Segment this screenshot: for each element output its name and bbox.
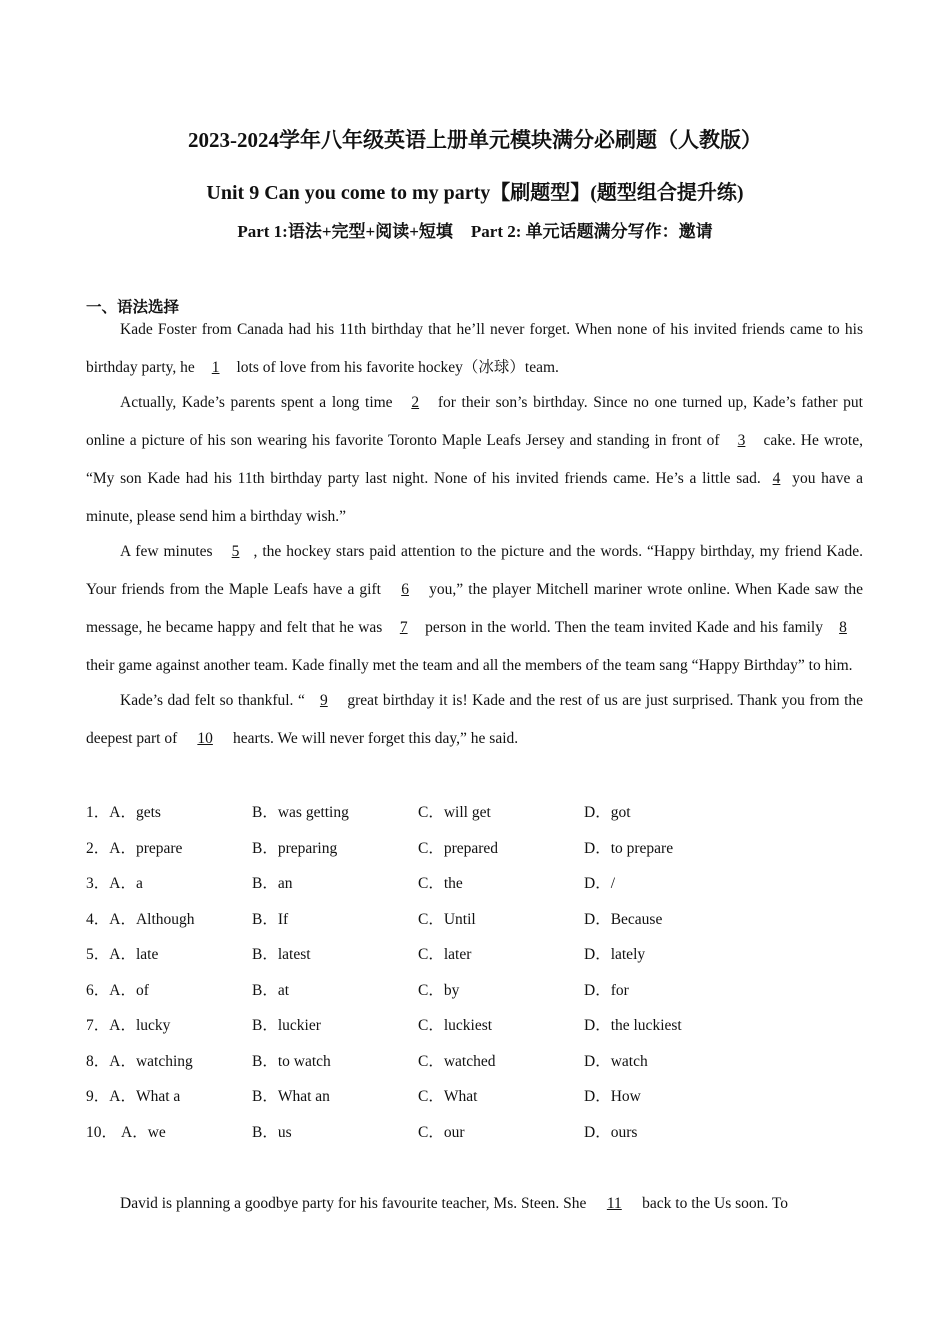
- paragraph-1: [86, 311, 863, 387]
- paragraph-text: you have a minute, please send him a birthday wish.”: [86, 470, 863, 525]
- option-b: B．an: [252, 875, 293, 892]
- question-number: 6．: [86, 981, 110, 999]
- option-a-text: A．prepare: [109, 839, 183, 857]
- question-number: 5．: [86, 946, 110, 963]
- question-number: 3．: [86, 875, 110, 892]
- paragraph-text: Kade’s dad felt so thankful. “: [120, 692, 305, 709]
- question-number: 9．: [86, 1088, 110, 1105]
- option-c: C．watched: [418, 1052, 496, 1070]
- option-a: [86, 1008, 170, 1044]
- option-a: [86, 1115, 166, 1151]
- question-row-10: [86, 1115, 863, 1151]
- blank-1: 1: [211, 359, 220, 376]
- document-parts: [0, 217, 950, 242]
- question-row-8: [86, 1044, 863, 1080]
- blank-6: 6: [401, 581, 409, 598]
- paragraph-5: [86, 1185, 863, 1223]
- paragraph-4: [86, 682, 863, 758]
- paragraph-text: cake. He wrote, “My son Kade had his 11th birthday party last night. None of his invited friends came. He’s a little sad.: [86, 432, 863, 487]
- document-title: 2023-2024学年八年级英语上册单元模块满分必刷题（人教版）: [188, 128, 762, 152]
- option-a: [86, 1044, 193, 1080]
- option-c: C．our: [418, 1123, 465, 1141]
- question-number: 7．: [86, 1017, 110, 1034]
- blank-3: 3: [737, 432, 746, 449]
- paragraph-2: [86, 384, 863, 536]
- paragraph-text: for their son’s birthday. Since no one turned up, Kade’s father put online a picture of his son wearing his favorite Toronto Maple Leafs Jersey and standing in front of: [86, 394, 863, 449]
- option-c: C．the: [418, 875, 463, 892]
- blank-8: 8: [839, 619, 847, 636]
- paragraph-text: Actually, Kade’s parents spent a long time: [120, 394, 399, 411]
- option-d: D．lately: [584, 946, 646, 963]
- blank-9: 9: [319, 692, 328, 709]
- paragraph-text: person in the world. Then the team invited Kade and his family: [420, 619, 823, 636]
- option-c: C．later: [418, 946, 472, 963]
- option-c: C．will get: [418, 804, 491, 821]
- option-a-text: A．a: [109, 875, 143, 892]
- paragraph-text: A few minutes: [120, 543, 218, 560]
- option-d: D．watch: [584, 1052, 648, 1070]
- option-c: C．prepared: [418, 839, 499, 857]
- question-row-5: [86, 937, 863, 973]
- option-b: B．latest: [252, 946, 311, 963]
- option-b: B．preparing: [252, 839, 338, 857]
- question-number: 8．: [86, 1052, 110, 1070]
- part2-label: Part 2: 单元话题满分写作：邀请: [470, 222, 713, 241]
- option-d: D．to prepare: [584, 839, 674, 857]
- options-list: [86, 795, 863, 1150]
- question-row-4: [86, 902, 863, 938]
- question-row-1: [86, 795, 863, 831]
- option-a: [86, 902, 195, 938]
- option-c: C．Until: [418, 910, 476, 928]
- option-a-text: A．we: [121, 1123, 166, 1141]
- option-b: B．to watch: [252, 1052, 331, 1070]
- option-d: D．Because: [584, 910, 663, 928]
- paragraph-text: , the hockey stars paid attention to the picture and the words. “Happy birthday, my friend Kade. Your friends from the Maple Leafs have a gift: [86, 543, 863, 598]
- blank-11: 11: [606, 1195, 622, 1212]
- paragraph-text: lots of love from his favorite hockey（冰球）team.: [232, 359, 559, 376]
- option-a: [86, 937, 158, 973]
- question-row-3: [86, 866, 863, 902]
- question-row-7: [86, 1008, 863, 1044]
- question-number: 10．: [86, 1123, 118, 1141]
- option-a: [86, 1079, 180, 1115]
- paragraph-text: back to the Us soon. To: [638, 1195, 789, 1212]
- option-a-text: A．What a: [109, 1088, 181, 1105]
- option-d: D．/: [584, 875, 616, 892]
- question-row-6: [86, 973, 863, 1009]
- option-c: C．luckiest: [418, 1017, 493, 1034]
- option-d: D．got: [584, 804, 631, 821]
- option-b: B．luckier: [252, 1017, 321, 1034]
- question-row-2: [86, 831, 863, 867]
- option-c: C．What: [418, 1088, 478, 1105]
- blank-10: 10: [197, 730, 213, 747]
- paragraph-text: you,” the player Mitchell mariner wrote online. When Kade saw the message, he became happy and felt that he was: [86, 581, 864, 636]
- passage: [86, 311, 863, 758]
- option-b: B．at: [252, 981, 290, 999]
- paragraph-text: hearts. We will never forget this day,” he said.: [229, 730, 519, 747]
- option-c: C．by: [418, 981, 460, 999]
- option-a: [86, 831, 182, 867]
- part1-label: Part 1:语法+完型+阅读+短填: [237, 222, 453, 241]
- option-a: [86, 973, 149, 1009]
- question-number: 1．: [86, 804, 110, 821]
- option-a-text: A．late: [109, 946, 159, 963]
- option-b: B．If: [252, 910, 289, 928]
- question-number: 2．: [86, 839, 110, 857]
- option-a: [86, 795, 161, 831]
- option-a-text: A．of: [109, 981, 149, 999]
- paragraph-3: [86, 533, 863, 685]
- paragraph-text: Kade Foster from Canada had his 11th birthday that he’ll never forget. When none of his invited friends came to his birthday party, he: [86, 321, 863, 376]
- option-a: [86, 866, 143, 902]
- section-heading: 一、语法选择: [86, 299, 180, 316]
- option-a-text: A．Although: [109, 910, 195, 928]
- document-subtitle: Unit 9 Can you come to my party【刷题型】(题型组合提升练): [206, 182, 744, 204]
- option-a-text: A．gets: [109, 804, 161, 821]
- option-d: D．for: [584, 981, 629, 999]
- option-b: B．was getting: [252, 804, 349, 821]
- paragraph-text: great birthday it is! Kade and the rest of us are just surprised. Thank you from the deepest part of: [86, 692, 864, 747]
- option-d: D．the luckiest: [584, 1017, 682, 1034]
- question-number: 4．: [86, 910, 110, 928]
- option-a-text: A．lucky: [109, 1017, 171, 1034]
- blank-5: 5: [231, 543, 240, 560]
- question-row-9: [86, 1079, 863, 1115]
- blank-2: 2: [411, 394, 420, 411]
- blank-7: 7: [399, 619, 408, 636]
- option-a-text: A．watching: [109, 1052, 193, 1070]
- paragraph-text: their game against another team. Kade finally met the team and all the members of the team sang “Happy Birthday” to him.: [86, 657, 853, 674]
- blank-4: 4: [772, 470, 781, 487]
- option-d: D．ours: [584, 1123, 638, 1141]
- option-b: B．What an: [252, 1088, 330, 1105]
- option-d: D．How: [584, 1088, 641, 1105]
- option-b: B．us: [252, 1123, 292, 1141]
- paragraph-text: David is planning a goodbye party for his favourite teacher, Ms. Steen. She: [120, 1195, 591, 1212]
